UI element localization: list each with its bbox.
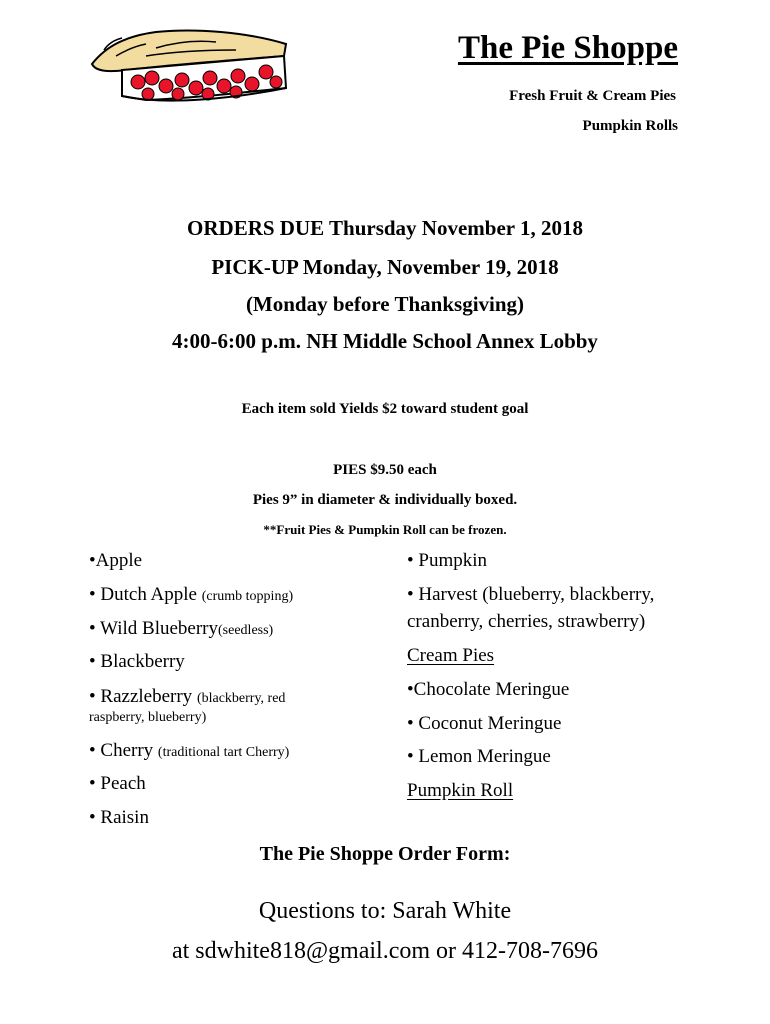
item-razzleberry-note: (blackberry, red [196,691,286,706]
item-wild-blueberry [89,617,273,643]
pickup-date: PICK-UP Monday, November 19, 2018 [211,255,559,279]
item-dutch-apple-label: • Dutch Apple [89,584,197,605]
page-title: The Pie Shoppe [457,30,678,66]
item-harvest: • Harvest (blueberry, blackberry, [407,584,655,605]
student-goal: Each item sold Yields $2 toward student goal [241,401,529,417]
item-dutch-apple [89,583,293,609]
item-razzleberry-note-2: raspberry, blueberry) [89,710,207,725]
pie-size: Pies 9” in diameter & individually boxed. [252,492,518,508]
item-razzleberry [89,685,285,711]
item-wild-blueberry-note: (seedless) [218,623,274,638]
pickup-time-place: 4:00-6:00 p.m. NH Middle School Annex Lobby [172,329,598,353]
item-harvest-fruits: cranberry, cherries, strawberry) [407,611,646,632]
contact-questions: Questions to: Sarah White [258,898,512,924]
thanksgiving-note: (Monday before Thanksgiving) [245,292,525,316]
item-lemon-meringue: • Lemon Meringue [407,746,551,767]
item-razzleberry-label: • Razzleberry [89,686,193,707]
cream-pies-heading: Cream Pies [407,645,495,666]
contact-email-phone: at sdwhite818@gmail.com or 412-708-7696 [171,938,599,964]
item-dutch-apple-note: (crumb topping) [201,589,294,604]
item-chocolate-meringue: •Chocolate Meringue [407,679,570,700]
subtitle-pumpkin-rolls: Pumpkin Rolls [582,118,678,134]
item-cherry [89,739,289,765]
cherry-pie-illustration [86,26,292,108]
item-cherry-label: • Cherry [89,740,154,761]
subtitle-fresh-fruit: Fresh Fruit & Cream Pies [509,88,676,104]
item-pumpkin: • Pumpkin [407,550,488,571]
pie-price: PIES $9.50 each [333,462,437,478]
item-coconut-meringue: • Coconut Meringue [407,713,562,734]
item-raisin: • Raisin [89,807,149,828]
orders-due: ORDERS DUE Thursday November 1, 2018 [187,216,583,240]
item-cherry-note: (traditional tart Cherry) [157,745,290,760]
item-peach: • Peach [89,773,146,794]
item-blackberry: • Blackberry [89,651,185,672]
item-apple: •Apple [89,550,143,571]
order-form-heading: The Pie Shoppe Order Form: [259,843,511,865]
freeze-note: **Fruit Pies & Pumpkin Roll can be frozen. [263,522,507,537]
pumpkin-roll-heading: Pumpkin Roll [407,780,514,801]
item-wild-blueberry-label: • Wild Blueberry [89,618,219,639]
